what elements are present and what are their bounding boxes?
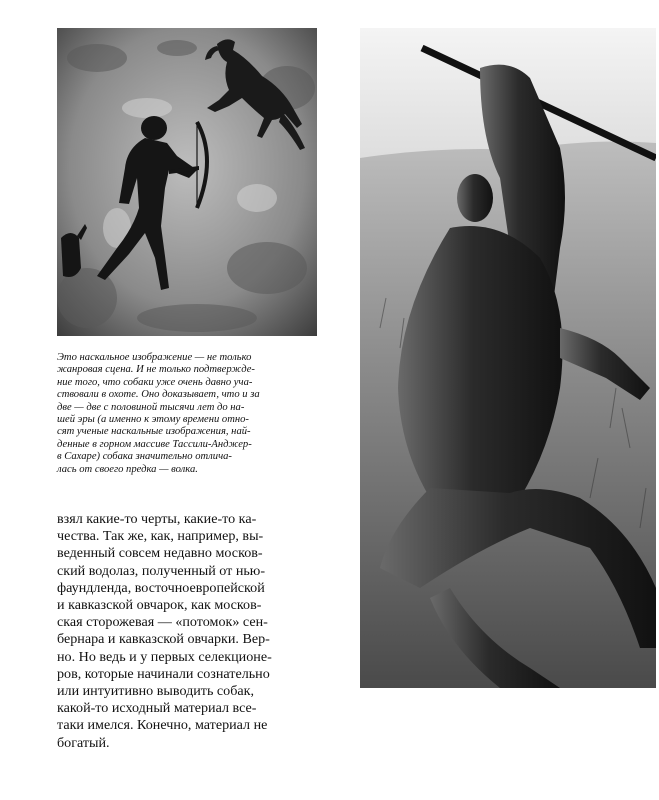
- body-paragraph: [57, 511, 319, 752]
- body-line: но. Но ведь и у первых селекционе-: [57, 648, 272, 665]
- caption-line: сят ученые наскальные изображения, най-: [57, 426, 251, 438]
- rock-art-image: [57, 28, 317, 336]
- hunter-image: [360, 28, 656, 688]
- caption-line: денные в горном массиве Тассили-Анджер-: [57, 438, 252, 450]
- hunter-photo: [360, 28, 656, 688]
- photo-caption: [57, 352, 317, 476]
- body-line: или интуитивно выводить собак,: [57, 683, 255, 700]
- caption-line: шей эры (а именно к этому времени отно-: [57, 414, 249, 426]
- body-line: ский водолаз, полученный от нью-: [57, 562, 266, 579]
- body-line: бернара и кавказской овчарки. Вер-: [57, 631, 270, 648]
- body-line: и кавказской овчарок, как москов-: [57, 597, 262, 614]
- body-line: взял какие-то черты, какие-то ка-: [57, 511, 257, 527]
- body-line: веденный совсем недавно москов-: [57, 545, 263, 562]
- caption-line: две — две с половиной тысячи лет до на-: [57, 401, 245, 413]
- body-line: таки имелся. Конечно, материал не: [57, 717, 268, 734]
- caption-line: Это наскальное изображение — не только: [57, 352, 252, 363]
- caption-line: ние того, что собаки уже очень давно уча-: [57, 376, 253, 388]
- caption-line: лась от своего предка — волка.: [57, 463, 198, 475]
- body-line: ров, которые начинали сознательно: [57, 665, 270, 682]
- caption-line: ствовали в охоте. Оно доказывает, что и за: [57, 389, 260, 401]
- body-line: фаундленда, восточноевропейской: [57, 579, 265, 596]
- caption-line: в Сахаре) собака значительно отлича-: [57, 451, 232, 463]
- rock-art-photo: [57, 28, 317, 336]
- body-line: богатый.: [57, 734, 110, 751]
- body-line: чества. Так же, как, например, вы-: [57, 528, 264, 545]
- body-line: какой-то исходный материал все-: [57, 700, 257, 717]
- body-line: ская сторожевая — «потомок» сен-: [57, 614, 268, 631]
- caption-line: жанровая сцена. И не только подтвержде-: [57, 364, 255, 376]
